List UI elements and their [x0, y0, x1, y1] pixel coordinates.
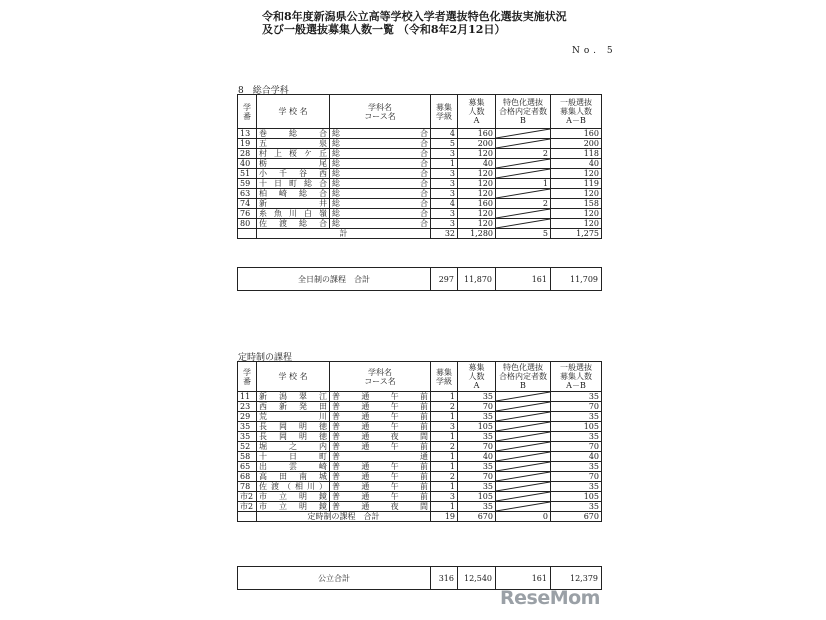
- row-capacity: 35: [458, 482, 496, 492]
- row-special-slash: [496, 472, 551, 482]
- row-code: 51: [238, 169, 257, 179]
- row-course: 総合: [330, 129, 431, 139]
- row-special-slash: [496, 392, 551, 402]
- row-code: 40: [238, 159, 257, 169]
- row-general: 120: [551, 209, 602, 219]
- table-row: [238, 169, 602, 179]
- row-general: 200: [551, 139, 602, 149]
- row-school: 西新発田: [257, 402, 330, 412]
- table-row: [238, 159, 602, 169]
- diagonal-slash-icon: [496, 462, 550, 471]
- row-course: 総合: [330, 159, 431, 169]
- row-code: 13: [238, 129, 257, 139]
- diagonal-slash-icon: [496, 159, 550, 168]
- row-school: 堀之内: [257, 442, 330, 452]
- row-general: 119: [551, 179, 602, 189]
- total-capacity: 1,280: [458, 229, 496, 239]
- row-course: 普通午前: [330, 392, 431, 402]
- public-total-special: 161: [496, 567, 551, 590]
- row-school: 十日町: [257, 452, 330, 462]
- row-capacity: 35: [458, 462, 496, 472]
- diagonal-slash-icon: [496, 169, 550, 178]
- row-general: 120: [551, 189, 602, 199]
- row-capacity: 40: [458, 452, 496, 462]
- resemom-logo: ReseMom: [500, 587, 600, 609]
- row-general: 105: [551, 422, 602, 432]
- row-general: 40: [551, 159, 602, 169]
- row-classes: 4: [431, 199, 458, 209]
- row-course: 普通午前: [330, 412, 431, 422]
- row-course: 総合: [330, 169, 431, 179]
- row-classes: 1: [431, 462, 458, 472]
- row-code: 78: [238, 482, 257, 492]
- row-classes: 1: [431, 159, 458, 169]
- public-total-general: 12,379: [551, 567, 602, 590]
- row-general: 118: [551, 149, 602, 159]
- diagonal-slash-icon: [496, 412, 550, 421]
- row-special-slash: [496, 422, 551, 432]
- row-special-slash: [496, 402, 551, 412]
- row-general: 35: [551, 432, 602, 442]
- table-row: [238, 482, 602, 492]
- diagonal-slash-icon: [496, 129, 550, 138]
- total-classes: 19: [431, 512, 458, 522]
- row-special-slash: [496, 452, 551, 462]
- header-special: 特色化選抜 合格内定者数 B: [496, 362, 551, 392]
- row-course: 普通午前: [330, 442, 431, 452]
- table-row: [238, 432, 602, 442]
- public-total-classes: 316: [431, 567, 458, 590]
- row-special-slash: [496, 159, 551, 169]
- general-course-table: [237, 94, 602, 239]
- table-row: [238, 189, 602, 199]
- table-row: [238, 392, 602, 402]
- table-row: [238, 462, 602, 472]
- fulltime-total-general: 11,709: [551, 268, 602, 291]
- row-capacity: 120: [458, 169, 496, 179]
- row-general: 35: [551, 412, 602, 422]
- table-row: [238, 472, 602, 482]
- header-capacity: 募集 人数 A: [458, 95, 496, 129]
- header-code: 学番: [238, 362, 257, 392]
- header-course: 学科名 コース名: [330, 95, 431, 129]
- row-school: 糸魚川白嶺: [257, 209, 330, 219]
- row-capacity: 35: [458, 502, 496, 512]
- row-classes: 3: [431, 189, 458, 199]
- row-classes: 1: [431, 432, 458, 442]
- row-school: 十日町総合: [257, 179, 330, 189]
- row-classes: 3: [431, 179, 458, 189]
- header-general: 一般選抜 募集人数 A－B: [551, 362, 602, 392]
- row-school: 市立明鏡: [257, 492, 330, 502]
- public-total-label: 公立合計: [238, 567, 431, 590]
- diagonal-slash-icon: [496, 502, 550, 511]
- row-general: 105: [551, 492, 602, 502]
- row-capacity: 160: [458, 129, 496, 139]
- row-school: 佐渡（相川）: [257, 482, 330, 492]
- fulltime-total-special: 161: [496, 268, 551, 291]
- row-school: 村上桜ケ丘: [257, 149, 330, 159]
- row-classes: 1: [431, 412, 458, 422]
- row-capacity: 105: [458, 422, 496, 432]
- header-classes: 募集 学級: [431, 95, 458, 129]
- table-row: [238, 442, 602, 452]
- header-general: 一般選抜 募集人数 A－B: [551, 95, 602, 129]
- row-general: 35: [551, 502, 602, 512]
- row-school: 小千谷西: [257, 169, 330, 179]
- row-course: 普通午前: [330, 492, 431, 502]
- fulltime-total-label: 全日制の課程 合計: [238, 268, 431, 291]
- row-code: 52: [238, 442, 257, 452]
- row-capacity: 120: [458, 179, 496, 189]
- row-capacity: 35: [458, 412, 496, 422]
- row-capacity: 70: [458, 402, 496, 412]
- row-course: 普通夜間: [330, 502, 431, 512]
- total-capacity: 670: [458, 512, 496, 522]
- section-title-general: 8 総合学科: [238, 86, 289, 96]
- row-capacity: 40: [458, 159, 496, 169]
- row-general: 120: [551, 219, 602, 229]
- row-course: 総合: [330, 179, 431, 189]
- row-classes: 1: [431, 482, 458, 492]
- row-special-slash: [496, 412, 551, 422]
- row-special-slash: [496, 432, 551, 442]
- row-capacity: 35: [458, 432, 496, 442]
- header-school: 学 校 名: [257, 95, 330, 129]
- row-code: 35: [238, 432, 257, 442]
- header-capacity: 募集 人数 A: [458, 362, 496, 392]
- diagonal-slash-icon: [496, 189, 550, 198]
- row-special-slash: [496, 189, 551, 199]
- row-course: 普通: [330, 452, 431, 462]
- fulltime-total-row: [238, 268, 602, 291]
- row-code: 76: [238, 209, 257, 219]
- row-code: 74: [238, 199, 257, 209]
- row-special-slash: [496, 502, 551, 512]
- document-title-line-1: 令和8年度新潟県公立高等学校入学者選抜特色化選抜実施状況: [262, 10, 567, 23]
- row-special-slash: [496, 492, 551, 502]
- row-classes: 3: [431, 169, 458, 179]
- diagonal-slash-icon: [496, 422, 550, 431]
- header-special: 特色化選抜 合格内定者数 B: [496, 95, 551, 129]
- diagonal-slash-icon: [496, 432, 550, 441]
- row-code: 23: [238, 402, 257, 412]
- diagonal-slash-icon: [496, 402, 550, 411]
- row-special: 1: [496, 179, 551, 189]
- row-general: 35: [551, 392, 602, 402]
- row-school: 新井: [257, 199, 330, 209]
- row-classes: 4: [431, 129, 458, 139]
- row-school: 巻総合: [257, 129, 330, 139]
- total-label: 計: [257, 229, 431, 239]
- parttime-course-table: [237, 361, 602, 522]
- row-general: 120: [551, 169, 602, 179]
- row-school: 長岡明徳: [257, 422, 330, 432]
- table-row: [238, 502, 602, 512]
- row-special-slash: [496, 139, 551, 149]
- row-course: 総合: [330, 219, 431, 229]
- table-row: [238, 492, 602, 502]
- table-row: [238, 402, 602, 412]
- table-row: [238, 139, 602, 149]
- row-capacity: 70: [458, 472, 496, 482]
- row-classes: 3: [431, 219, 458, 229]
- fulltime-total-table: [237, 267, 602, 291]
- table-row: [238, 179, 602, 189]
- row-general: 40: [551, 452, 602, 462]
- table-row: [238, 219, 602, 229]
- table-row: [238, 422, 602, 432]
- table-row: [238, 199, 602, 209]
- section-title-parttime: 定時制の課程: [238, 353, 293, 363]
- row-general: 160: [551, 129, 602, 139]
- header-school: 学 校 名: [257, 362, 330, 392]
- diagonal-slash-icon: [496, 472, 550, 481]
- section-total-row: [238, 512, 602, 522]
- row-code: 29: [238, 412, 257, 422]
- row-code: 65: [238, 462, 257, 472]
- fulltime-total-capacity: 11,870: [458, 268, 496, 291]
- row-school: 出雲崎: [257, 462, 330, 472]
- row-classes: 3: [431, 492, 458, 502]
- diagonal-slash-icon: [496, 392, 550, 401]
- diagonal-slash-icon: [496, 442, 550, 451]
- total-general: 1,275: [551, 229, 602, 239]
- row-course: 総合: [330, 149, 431, 159]
- row-code: 80: [238, 219, 257, 229]
- row-general: 70: [551, 402, 602, 412]
- row-course: 普通午前: [330, 472, 431, 482]
- row-general: 35: [551, 482, 602, 492]
- document-title-line-2: 及び一般選抜募集人数一覧 （令和8年2月12日）: [262, 23, 506, 36]
- row-code: 68: [238, 472, 257, 482]
- public-total-capacity: 12,540: [458, 567, 496, 590]
- row-classes: 3: [431, 209, 458, 219]
- row-capacity: 105: [458, 492, 496, 502]
- row-general: 70: [551, 472, 602, 482]
- table-header-row: [238, 95, 602, 129]
- row-course: 総合: [330, 189, 431, 199]
- row-code: 59: [238, 179, 257, 189]
- row-capacity: 160: [458, 199, 496, 209]
- document-title: [262, 10, 567, 36]
- row-classes: 5: [431, 139, 458, 149]
- row-classes: 1: [431, 392, 458, 402]
- row-special-slash: [496, 482, 551, 492]
- row-code: 35: [238, 422, 257, 432]
- row-capacity: 35: [458, 392, 496, 402]
- row-capacity: 120: [458, 149, 496, 159]
- row-course: 普通午前: [330, 482, 431, 492]
- row-special-slash: [496, 442, 551, 452]
- row-general: 35: [551, 462, 602, 472]
- row-code: 11: [238, 392, 257, 402]
- row-school: 柏崎総合: [257, 189, 330, 199]
- row-special-slash: [496, 462, 551, 472]
- table-row: [238, 149, 602, 159]
- row-school: 長岡明徳: [257, 432, 330, 442]
- row-special: 2: [496, 199, 551, 209]
- diagonal-slash-icon: [496, 219, 550, 228]
- row-course: 普通夜間: [330, 432, 431, 442]
- page-number: No. 5: [572, 46, 617, 56]
- row-course: 総合: [330, 209, 431, 219]
- section-total-row: [238, 229, 602, 239]
- header-code: 学番: [238, 95, 257, 129]
- row-course: 総合: [330, 199, 431, 209]
- row-special-slash: [496, 209, 551, 219]
- row-classes: 3: [431, 422, 458, 432]
- table-row: [238, 129, 602, 139]
- table-header-row: [238, 362, 602, 392]
- diagonal-slash-icon: [496, 492, 550, 501]
- row-code: 19: [238, 139, 257, 149]
- header-course: 学科名 コース名: [330, 362, 431, 392]
- row-classes: 2: [431, 472, 458, 482]
- row-special-slash: [496, 219, 551, 229]
- table-row: [238, 452, 602, 462]
- row-school: 新潟翠江: [257, 392, 330, 402]
- row-classes: 1: [431, 452, 458, 462]
- row-course: 普通午前: [330, 422, 431, 432]
- total-special: 5: [496, 229, 551, 239]
- total-label: 定時制の課程 合計: [257, 512, 431, 522]
- header-classes: 募集 学級: [431, 362, 458, 392]
- row-classes: 2: [431, 442, 458, 452]
- row-course: 総合: [330, 139, 431, 149]
- row-classes: 2: [431, 402, 458, 412]
- row-course: 普通午前: [330, 462, 431, 472]
- row-special-slash: [496, 129, 551, 139]
- table-row: [238, 412, 602, 422]
- total-general: 670: [551, 512, 602, 522]
- row-general: 70: [551, 442, 602, 452]
- diagonal-slash-icon: [496, 209, 550, 218]
- row-special-slash: [496, 169, 551, 179]
- row-capacity: 70: [458, 442, 496, 452]
- row-school: 五泉: [257, 139, 330, 149]
- table-row: [238, 209, 602, 219]
- row-special: 2: [496, 149, 551, 159]
- diagonal-slash-icon: [496, 482, 550, 491]
- row-school: 佐渡総合: [257, 219, 330, 229]
- row-code: 63: [238, 189, 257, 199]
- row-school: 栃尾: [257, 159, 330, 169]
- row-school: 高田南城: [257, 472, 330, 482]
- row-code: 58: [238, 452, 257, 462]
- row-capacity: 120: [458, 219, 496, 229]
- total-special: 0: [496, 512, 551, 522]
- diagonal-slash-icon: [496, 139, 550, 148]
- row-capacity: 120: [458, 189, 496, 199]
- row-capacity: 200: [458, 139, 496, 149]
- row-general: 158: [551, 199, 602, 209]
- fulltime-total-classes: 297: [431, 268, 458, 291]
- diagonal-slash-icon: [496, 452, 550, 461]
- row-school: 荒川: [257, 412, 330, 422]
- row-classes: 1: [431, 502, 458, 512]
- total-classes: 32: [431, 229, 458, 239]
- row-code: 市2: [238, 492, 257, 502]
- row-code: 市2: [238, 502, 257, 512]
- row-capacity: 120: [458, 209, 496, 219]
- row-course: 普通午前: [330, 402, 431, 412]
- row-code: 28: [238, 149, 257, 159]
- row-classes: 3: [431, 149, 458, 159]
- row-school: 市立明鏡: [257, 502, 330, 512]
